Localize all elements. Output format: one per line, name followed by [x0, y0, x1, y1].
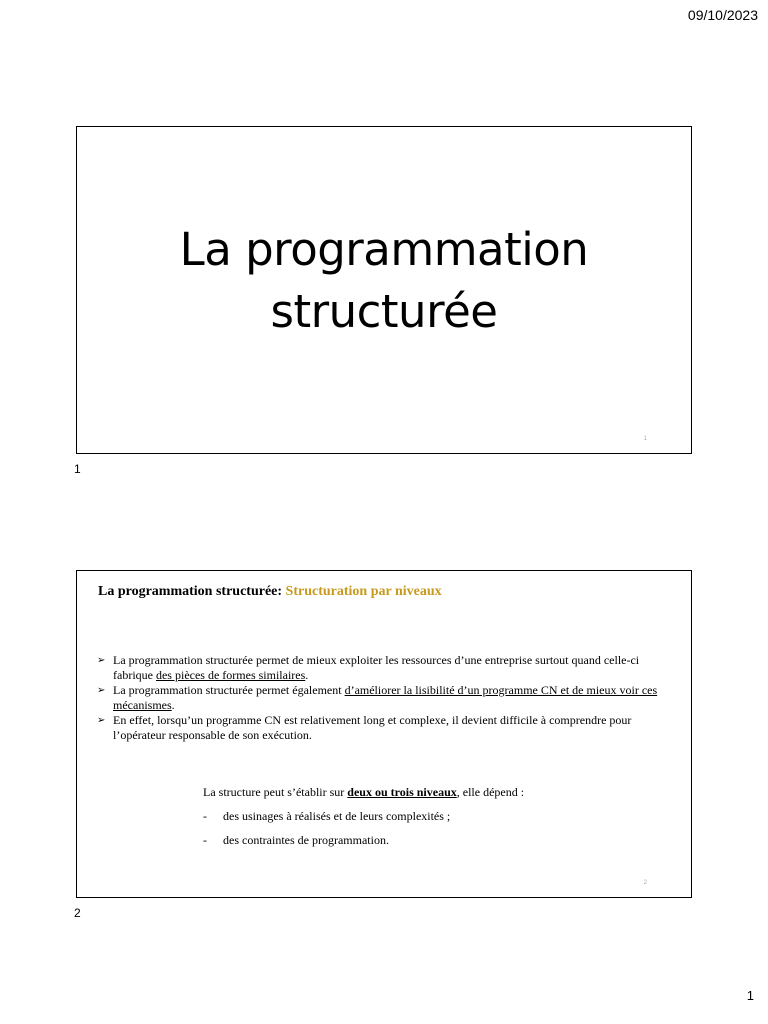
slide-2-number: 2 — [643, 880, 647, 886]
structure-intro — [203, 785, 524, 800]
page-number: 1 — [746, 988, 754, 1003]
structure-item — [203, 833, 524, 848]
slide-2-heading-accent: Structuration par niveaux — [285, 584, 442, 599]
dash-marker: - — [203, 809, 207, 823]
structure-item — [203, 809, 524, 824]
bullet-text-end: . — [305, 668, 309, 682]
slide-2-heading-main: La programmation structurée: — [98, 584, 283, 599]
structure-item-text: des contraintes de programmation. — [223, 833, 389, 847]
slide-1-page-label: 1 — [74, 462, 81, 476]
dash-marker: - — [203, 833, 207, 847]
bullet-text: La programmation structurée permet de mieux exploiter les ressources d’une entreprise surtout quand celle-ci fabrique — [113, 653, 640, 682]
structure-section — [203, 785, 524, 857]
slide-2-bullet-list — [95, 653, 675, 743]
arrow-bullet-icon: ➢ — [97, 655, 106, 666]
slide-1 — [76, 126, 692, 454]
bullet-text: La programmation structurée permet également — [113, 683, 345, 697]
slide-1-number: 1 — [643, 436, 647, 442]
bullet-item — [95, 683, 675, 713]
structure-intro-end: , elle dépend : — [456, 785, 525, 799]
bullet-item — [95, 653, 675, 683]
structure-item-text: des usinages à réalisés et de leurs complexités ; — [223, 809, 451, 823]
structure-intro-text: La structure peut s’établir sur — [203, 785, 345, 799]
arrow-bullet-icon: ➢ — [97, 715, 106, 726]
print-date: 09/10/2023 — [687, 7, 758, 23]
bullet-text-end: . — [171, 698, 175, 712]
slide-2-page-label: 2 — [74, 906, 81, 920]
bullet-item — [95, 713, 675, 743]
bullet-underlined-text: d’améliorer la lisibilité d’un programme CN et de mieux voir ces mécanismes — [113, 683, 658, 712]
slide-2-heading — [98, 584, 442, 600]
slide-1-title-line-2: structurée — [270, 285, 498, 338]
slide-1-title-line-1: La programmation — [179, 223, 589, 276]
arrow-bullet-icon: ➢ — [97, 685, 106, 696]
bullet-underlined-text: des pièces de formes similaires — [155, 668, 306, 682]
slide-1-title — [77, 219, 691, 343]
bullet-text: En effet, lorsqu’un programme CN est relativement long et complexe, il devient difficile à comprendre pour l’opérateur responsable de son exécution. — [113, 713, 632, 742]
structure-intro-bold: deux ou trois niveaux — [347, 785, 457, 799]
slide-2 — [76, 570, 692, 898]
